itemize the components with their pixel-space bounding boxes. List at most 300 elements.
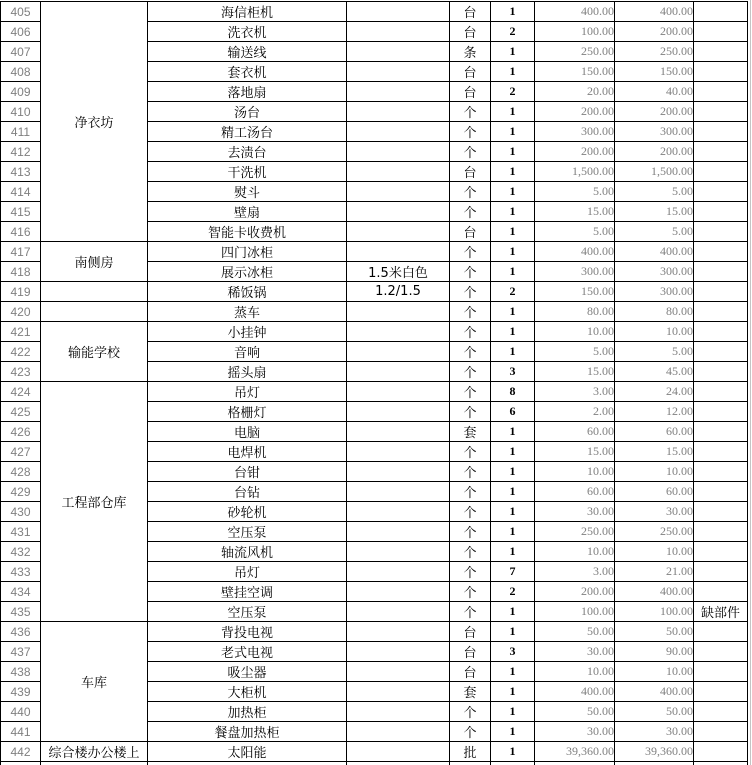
unit-price-cell[interactable]: 250.00: [535, 42, 615, 62]
spec-cell[interactable]: [347, 482, 450, 502]
qty-cell[interactable]: 1: [491, 222, 535, 242]
spec-cell[interactable]: [347, 142, 450, 162]
note-cell[interactable]: [694, 502, 748, 522]
unit-cell[interactable]: 个: [450, 582, 491, 602]
item-name-cell[interactable]: 汤台: [148, 102, 347, 122]
total-price-cell[interactable]: 1,500.00: [615, 162, 694, 182]
unit-cell[interactable]: 台: [450, 82, 491, 102]
item-name-cell[interactable]: 洗衣机: [148, 22, 347, 42]
qty-cell[interactable]: 1: [491, 2, 535, 22]
item-name-cell[interactable]: 空压泵: [148, 522, 347, 542]
item-name-cell[interactable]: 干洗机: [148, 162, 347, 182]
note-cell[interactable]: [694, 322, 748, 342]
unit-cell[interactable]: 台: [450, 2, 491, 22]
category-cell[interactable]: 输能学校: [41, 322, 148, 382]
qty-cell[interactable]: 1: [491, 322, 535, 342]
spec-cell[interactable]: [347, 162, 450, 182]
unit-price-cell[interactable]: 200.00: [535, 142, 615, 162]
qty-cell[interactable]: 1: [491, 42, 535, 62]
total-price-cell[interactable]: 15.00: [615, 202, 694, 222]
unit-cell[interactable]: 个: [450, 722, 491, 742]
unit-cell[interactable]: 个: [450, 362, 491, 382]
qty-cell[interactable]: 1: [491, 462, 535, 482]
total-price-cell[interactable]: 5.00: [615, 222, 694, 242]
unit-cell[interactable]: 个: [450, 242, 491, 262]
unit-price-cell[interactable]: 10.00: [535, 662, 615, 682]
spec-cell[interactable]: [347, 202, 450, 222]
total-price-cell[interactable]: 12.00: [615, 402, 694, 422]
qty-cell[interactable]: 6: [491, 402, 535, 422]
spec-cell[interactable]: [347, 42, 450, 62]
item-name-cell[interactable]: 展示冰柜: [148, 262, 347, 282]
note-cell[interactable]: [694, 22, 748, 42]
unit-price-cell[interactable]: 60.00: [535, 422, 615, 442]
row-number-cell[interactable]: 422: [1, 342, 41, 362]
unit-cell[interactable]: 个: [450, 522, 491, 542]
category-cell[interactable]: 南侧房: [41, 242, 148, 282]
qty-cell[interactable]: 1: [491, 262, 535, 282]
unit-price-cell[interactable]: 300.00: [535, 122, 615, 142]
total-price-cell[interactable]: 5.00: [615, 182, 694, 202]
spec-cell[interactable]: [347, 2, 450, 22]
qty-cell[interactable]: 1: [491, 482, 535, 502]
spec-cell[interactable]: [347, 682, 450, 702]
row-number-cell[interactable]: 419: [1, 282, 41, 302]
item-name-cell[interactable]: 轴流风机: [148, 542, 347, 562]
qty-cell[interactable]: 3: [491, 362, 535, 382]
unit-price-cell[interactable]: 30.00: [535, 502, 615, 522]
unit-price-cell[interactable]: 400.00: [535, 242, 615, 262]
unit-cell[interactable]: 台: [450, 222, 491, 242]
item-name-cell[interactable]: 精工汤台: [148, 122, 347, 142]
total-price-cell[interactable]: 150.00: [615, 62, 694, 82]
qty-cell[interactable]: 2: [491, 282, 535, 302]
row-number-cell[interactable]: 434: [1, 582, 41, 602]
qty-cell[interactable]: 1: [491, 122, 535, 142]
unit-cell[interactable]: 台: [450, 62, 491, 82]
unit-cell[interactable]: 个: [450, 142, 491, 162]
note-cell[interactable]: [694, 742, 748, 762]
unit-price-cell[interactable]: 250.00: [535, 522, 615, 542]
total-price-cell[interactable]: 250.00: [615, 522, 694, 542]
unit-cell[interactable]: 个: [450, 202, 491, 222]
spec-cell[interactable]: [347, 702, 450, 722]
unit-cell[interactable]: 个: [450, 262, 491, 282]
unit-price-cell[interactable]: 2.00: [535, 402, 615, 422]
unit-price-cell[interactable]: 1,500.00: [535, 162, 615, 182]
row-number-cell[interactable]: 405: [1, 2, 41, 22]
qty-cell[interactable]: 1: [491, 342, 535, 362]
qty-cell[interactable]: 1: [491, 722, 535, 742]
item-name-cell[interactable]: 壁扇: [148, 202, 347, 222]
spec-cell[interactable]: [347, 322, 450, 342]
spec-cell[interactable]: [347, 602, 450, 622]
spec-cell[interactable]: [347, 722, 450, 742]
qty-cell[interactable]: 1: [491, 102, 535, 122]
total-price-cell[interactable]: 300.00: [615, 282, 694, 302]
qty-cell[interactable]: 1: [491, 502, 535, 522]
item-name-cell[interactable]: 海信柜机: [148, 2, 347, 22]
note-cell[interactable]: [694, 62, 748, 82]
total-price-cell[interactable]: 40.00: [615, 82, 694, 102]
item-name-cell[interactable]: 背投电视: [148, 622, 347, 642]
item-name-cell[interactable]: 加热柜: [148, 702, 347, 722]
unit-price-cell[interactable]: 10.00: [535, 322, 615, 342]
note-cell[interactable]: [694, 622, 748, 642]
spec-cell[interactable]: [347, 382, 450, 402]
qty-cell[interactable]: 1: [491, 702, 535, 722]
unit-price-cell[interactable]: 100.00: [535, 22, 615, 42]
item-name-cell[interactable]: 吊灯: [148, 562, 347, 582]
unit-cell[interactable]: 台: [450, 642, 491, 662]
qty-cell[interactable]: 1: [491, 602, 535, 622]
unit-cell[interactable]: 台: [450, 22, 491, 42]
total-price-cell[interactable]: 250.00: [615, 42, 694, 62]
row-number-cell[interactable]: 437: [1, 642, 41, 662]
note-cell[interactable]: [694, 482, 748, 502]
unit-price-cell[interactable]: 400.00: [535, 682, 615, 702]
note-cell[interactable]: 缺部件: [694, 602, 748, 622]
unit-cell[interactable]: 台: [450, 622, 491, 642]
item-name-cell[interactable]: 电焊机: [148, 442, 347, 462]
note-cell[interactable]: [694, 662, 748, 682]
item-name-cell[interactable]: 壁挂空调: [148, 582, 347, 602]
qty-cell[interactable]: 1: [491, 622, 535, 642]
note-cell[interactable]: [694, 222, 748, 242]
unit-price-cell[interactable]: 80.00: [535, 302, 615, 322]
row-number-cell[interactable]: 431: [1, 522, 41, 542]
spec-cell[interactable]: [347, 242, 450, 262]
qty-cell[interactable]: 2: [491, 22, 535, 42]
note-cell[interactable]: [694, 102, 748, 122]
note-cell[interactable]: [694, 342, 748, 362]
spec-cell[interactable]: [347, 222, 450, 242]
total-price-cell[interactable]: 200.00: [615, 142, 694, 162]
item-name-cell[interactable]: 空压泵: [148, 602, 347, 622]
total-price-cell[interactable]: 100.00: [615, 602, 694, 622]
item-name-cell[interactable]: 套衣机: [148, 62, 347, 82]
total-price-cell[interactable]: 200.00: [615, 102, 694, 122]
note-cell[interactable]: [694, 142, 748, 162]
note-cell[interactable]: [694, 382, 748, 402]
spec-cell[interactable]: [347, 662, 450, 682]
unit-price-cell[interactable]: 15.00: [535, 202, 615, 222]
unit-cell[interactable]: 个: [450, 462, 491, 482]
unit-cell[interactable]: 个: [450, 602, 491, 622]
unit-cell[interactable]: 个: [450, 542, 491, 562]
qty-cell[interactable]: 1: [491, 142, 535, 162]
total-price-cell[interactable]: 10.00: [615, 462, 694, 482]
spec-cell[interactable]: [347, 342, 450, 362]
note-cell[interactable]: [694, 202, 748, 222]
category-cell[interactable]: 净衣坊: [41, 2, 148, 242]
qty-cell[interactable]: 1: [491, 242, 535, 262]
row-number-cell[interactable]: 429: [1, 482, 41, 502]
item-name-cell[interactable]: 蒸车: [148, 302, 347, 322]
category-cell[interactable]: [41, 282, 148, 302]
note-cell[interactable]: [694, 402, 748, 422]
spec-cell[interactable]: [347, 622, 450, 642]
spec-cell[interactable]: [347, 582, 450, 602]
spec-cell[interactable]: [347, 302, 450, 322]
unit-price-cell[interactable]: 3.00: [535, 562, 615, 582]
note-cell[interactable]: [694, 242, 748, 262]
item-name-cell[interactable]: 去渍台: [148, 142, 347, 162]
row-number-cell[interactable]: 406: [1, 22, 41, 42]
row-number-cell[interactable]: 413: [1, 162, 41, 182]
total-price-cell[interactable]: 30.00: [615, 722, 694, 742]
row-number-cell[interactable]: 441: [1, 722, 41, 742]
item-name-cell[interactable]: 砂轮机: [148, 502, 347, 522]
row-number-cell[interactable]: 407: [1, 42, 41, 62]
note-cell[interactable]: [694, 722, 748, 742]
qty-cell[interactable]: 1: [491, 162, 535, 182]
item-name-cell[interactable]: 音响: [148, 342, 347, 362]
unit-cell[interactable]: 个: [450, 122, 491, 142]
row-number-cell[interactable]: 412: [1, 142, 41, 162]
unit-cell[interactable]: 个: [450, 182, 491, 202]
note-cell[interactable]: [694, 42, 748, 62]
unit-cell[interactable]: 个: [450, 282, 491, 302]
unit-cell[interactable]: 个: [450, 482, 491, 502]
qty-cell[interactable]: 1: [491, 442, 535, 462]
item-name-cell[interactable]: 小挂钟: [148, 322, 347, 342]
item-name-cell[interactable]: 大柜机: [148, 682, 347, 702]
row-number-cell[interactable]: 416: [1, 222, 41, 242]
total-price-cell[interactable]: 24.00: [615, 382, 694, 402]
unit-price-cell[interactable]: 50.00: [535, 622, 615, 642]
total-price-cell[interactable]: 10.00: [615, 662, 694, 682]
total-price-cell[interactable]: 90.00: [615, 642, 694, 662]
spec-cell[interactable]: [347, 102, 450, 122]
qty-cell[interactable]: 2: [491, 82, 535, 102]
total-price-cell[interactable]: 50.00: [615, 622, 694, 642]
unit-cell[interactable]: 套: [450, 422, 491, 442]
spec-cell[interactable]: [347, 742, 450, 762]
qty-cell[interactable]: 1: [491, 662, 535, 682]
item-name-cell[interactable]: 输送线: [148, 42, 347, 62]
total-price-cell[interactable]: 45.00: [615, 362, 694, 382]
row-number-cell[interactable]: 436: [1, 622, 41, 642]
row-number-cell[interactable]: 442: [1, 742, 41, 762]
row-number-cell[interactable]: 411: [1, 122, 41, 142]
item-name-cell[interactable]: 格栅灯: [148, 402, 347, 422]
row-number-cell[interactable]: 420: [1, 302, 41, 322]
unit-cell[interactable]: 个: [450, 382, 491, 402]
item-name-cell[interactable]: 四门冰柜: [148, 242, 347, 262]
row-number-cell[interactable]: 439: [1, 682, 41, 702]
total-price-cell[interactable]: 60.00: [615, 482, 694, 502]
row-number-cell[interactable]: 427: [1, 442, 41, 462]
unit-price-cell[interactable]: 39,360.00: [535, 742, 615, 762]
total-price-cell[interactable]: 300.00: [615, 122, 694, 142]
unit-price-cell[interactable]: 30.00: [535, 722, 615, 742]
row-number-cell[interactable]: 408: [1, 62, 41, 82]
qty-cell[interactable]: 1: [491, 682, 535, 702]
row-number-cell[interactable]: 423: [1, 362, 41, 382]
item-name-cell[interactable]: 台钻: [148, 482, 347, 502]
total-price-cell[interactable]: 200.00: [615, 22, 694, 42]
total-price-cell[interactable]: 400.00: [615, 682, 694, 702]
row-number-cell[interactable]: 430: [1, 502, 41, 522]
unit-cell[interactable]: 个: [450, 442, 491, 462]
row-number-cell[interactable]: 440: [1, 702, 41, 722]
category-cell[interactable]: 车库: [41, 622, 148, 742]
row-number-cell[interactable]: 417: [1, 242, 41, 262]
category-cell[interactable]: [41, 302, 148, 322]
item-name-cell[interactable]: 摇头扇: [148, 362, 347, 382]
total-price-cell[interactable]: 39,360.00: [615, 742, 694, 762]
unit-cell[interactable]: 个: [450, 342, 491, 362]
spec-cell[interactable]: [347, 522, 450, 542]
row-number-cell[interactable]: 432: [1, 542, 41, 562]
spec-cell[interactable]: [347, 402, 450, 422]
total-price-cell[interactable]: 15.00: [615, 442, 694, 462]
total-price-cell[interactable]: 30.00: [615, 502, 694, 522]
note-cell[interactable]: [694, 462, 748, 482]
item-name-cell[interactable]: 太阳能: [148, 742, 347, 762]
row-number-cell[interactable]: 433: [1, 562, 41, 582]
unit-cell[interactable]: 台: [450, 662, 491, 682]
unit-price-cell[interactable]: 3.00: [535, 382, 615, 402]
unit-cell[interactable]: 个: [450, 702, 491, 722]
note-cell[interactable]: [694, 562, 748, 582]
row-number-cell[interactable]: 426: [1, 422, 41, 442]
unit-price-cell[interactable]: 5.00: [535, 342, 615, 362]
spec-cell[interactable]: [347, 22, 450, 42]
qty-cell[interactable]: 1: [491, 202, 535, 222]
qty-cell[interactable]: 3: [491, 642, 535, 662]
qty-cell[interactable]: 7: [491, 562, 535, 582]
unit-price-cell[interactable]: 200.00: [535, 582, 615, 602]
item-name-cell[interactable]: 老式电视: [148, 642, 347, 662]
note-cell[interactable]: [694, 642, 748, 662]
row-number-cell[interactable]: 414: [1, 182, 41, 202]
qty-cell[interactable]: 1: [491, 742, 535, 762]
unit-cell[interactable]: 条: [450, 42, 491, 62]
unit-price-cell[interactable]: 200.00: [535, 102, 615, 122]
qty-cell[interactable]: 8: [491, 382, 535, 402]
unit-price-cell[interactable]: 5.00: [535, 182, 615, 202]
note-cell[interactable]: [694, 422, 748, 442]
item-name-cell[interactable]: 智能卡收费机: [148, 222, 347, 242]
unit-cell[interactable]: 个: [450, 402, 491, 422]
spec-cell[interactable]: [347, 462, 450, 482]
total-price-cell[interactable]: 80.00: [615, 302, 694, 322]
qty-cell[interactable]: 1: [491, 302, 535, 322]
unit-price-cell[interactable]: 20.00: [535, 82, 615, 102]
note-cell[interactable]: [694, 582, 748, 602]
total-price-cell[interactable]: 300.00: [615, 262, 694, 282]
unit-price-cell[interactable]: 15.00: [535, 442, 615, 462]
row-number-cell[interactable]: 425: [1, 402, 41, 422]
spec-cell[interactable]: [347, 562, 450, 582]
unit-cell[interactable]: 个: [450, 102, 491, 122]
spec-cell[interactable]: [347, 642, 450, 662]
unit-price-cell[interactable]: 100.00: [535, 602, 615, 622]
total-price-cell[interactable]: 50.00: [615, 702, 694, 722]
item-name-cell[interactable]: 餐盘加热柜: [148, 722, 347, 742]
unit-price-cell[interactable]: 400.00: [535, 2, 615, 22]
row-number-cell[interactable]: 424: [1, 382, 41, 402]
note-cell[interactable]: [694, 522, 748, 542]
qty-cell[interactable]: 2: [491, 582, 535, 602]
note-cell[interactable]: [694, 122, 748, 142]
unit-price-cell[interactable]: 150.00: [535, 282, 615, 302]
spec-cell[interactable]: [347, 542, 450, 562]
item-name-cell[interactable]: 稀饭锅: [148, 282, 347, 302]
note-cell[interactable]: [694, 2, 748, 22]
row-number-cell[interactable]: 428: [1, 462, 41, 482]
unit-cell[interactable]: 套: [450, 682, 491, 702]
unit-cell[interactable]: 个: [450, 502, 491, 522]
qty-cell[interactable]: 1: [491, 542, 535, 562]
qty-cell[interactable]: 1: [491, 522, 535, 542]
spec-cell[interactable]: 1.2/1.5: [347, 282, 450, 302]
unit-price-cell[interactable]: 50.00: [535, 702, 615, 722]
unit-price-cell[interactable]: 10.00: [535, 542, 615, 562]
total-price-cell[interactable]: 10.00: [615, 322, 694, 342]
spec-cell[interactable]: [347, 62, 450, 82]
item-name-cell[interactable]: 熨斗: [148, 182, 347, 202]
total-price-cell[interactable]: 400.00: [615, 242, 694, 262]
row-number-cell[interactable]: 410: [1, 102, 41, 122]
spec-cell[interactable]: [347, 422, 450, 442]
spec-cell[interactable]: [347, 502, 450, 522]
note-cell[interactable]: [694, 162, 748, 182]
total-price-cell[interactable]: 400.00: [615, 2, 694, 22]
row-number-cell[interactable]: 418: [1, 262, 41, 282]
row-number-cell[interactable]: 438: [1, 662, 41, 682]
total-price-cell[interactable]: 60.00: [615, 422, 694, 442]
category-cell[interactable]: 综合楼办公楼上: [41, 742, 148, 762]
note-cell[interactable]: [694, 82, 748, 102]
spec-cell[interactable]: [347, 82, 450, 102]
unit-price-cell[interactable]: 60.00: [535, 482, 615, 502]
unit-cell[interactable]: 台: [450, 162, 491, 182]
category-cell[interactable]: 工程部仓库: [41, 382, 148, 622]
note-cell[interactable]: [694, 302, 748, 322]
unit-cell[interactable]: 个: [450, 302, 491, 322]
unit-cell[interactable]: 个: [450, 322, 491, 342]
unit-price-cell[interactable]: 15.00: [535, 362, 615, 382]
note-cell[interactable]: [694, 702, 748, 722]
unit-price-cell[interactable]: 10.00: [535, 462, 615, 482]
note-cell[interactable]: [694, 282, 748, 302]
row-number-cell[interactable]: 435: [1, 602, 41, 622]
unit-price-cell[interactable]: 5.00: [535, 222, 615, 242]
qty-cell[interactable]: 1: [491, 422, 535, 442]
spec-cell[interactable]: [347, 362, 450, 382]
total-price-cell[interactable]: 10.00: [615, 542, 694, 562]
row-number-cell[interactable]: 421: [1, 322, 41, 342]
total-price-cell[interactable]: 5.00: [615, 342, 694, 362]
item-name-cell[interactable]: 台钳: [148, 462, 347, 482]
row-number-cell[interactable]: 415: [1, 202, 41, 222]
item-name-cell[interactable]: 吸尘器: [148, 662, 347, 682]
qty-cell[interactable]: 1: [491, 182, 535, 202]
spec-cell[interactable]: [347, 442, 450, 462]
item-name-cell[interactable]: 吊灯: [148, 382, 347, 402]
spec-cell[interactable]: [347, 122, 450, 142]
note-cell[interactable]: [694, 262, 748, 282]
note-cell[interactable]: [694, 362, 748, 382]
spec-cell[interactable]: [347, 182, 450, 202]
row-number-cell[interactable]: 409: [1, 82, 41, 102]
note-cell[interactable]: [694, 442, 748, 462]
unit-price-cell[interactable]: 300.00: [535, 262, 615, 282]
unit-cell[interactable]: 个: [450, 562, 491, 582]
